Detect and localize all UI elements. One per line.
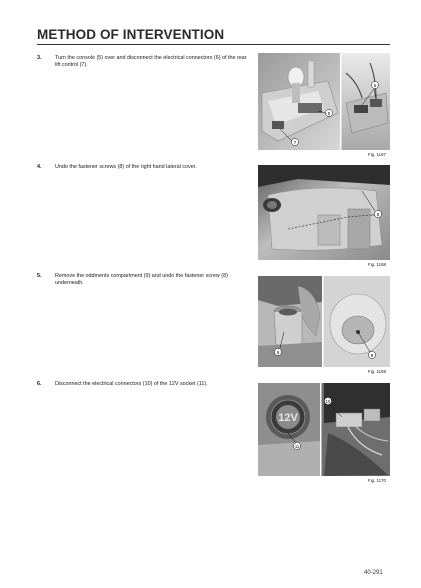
figure-1170-label: Fig. 1170 xyxy=(368,478,386,483)
step-4-number: 4. xyxy=(37,164,42,170)
callout-5-label: 5 xyxy=(327,110,331,116)
socket-12v-marking: 12V xyxy=(278,412,298,424)
page-title: METHOD OF INTERVENTION xyxy=(37,27,225,42)
callout-9-label: 9 xyxy=(276,349,280,355)
step-6-text: Disconnect the electrical connectors (10) of the 12V socket (11). xyxy=(55,381,208,387)
figure-1169-label: Fig. 1169 xyxy=(368,369,386,374)
step-3-number: 3. xyxy=(37,55,42,61)
step-5-number: 5. xyxy=(37,273,42,279)
figure-1169-photo xyxy=(258,276,390,367)
callout-11-label: 11 xyxy=(294,443,300,449)
step-6-number: 6. xyxy=(37,381,42,387)
figure-1167-photo xyxy=(258,53,390,150)
figure-1167-label: Fig. 1167 xyxy=(368,152,386,157)
figure-1168-label: Fig. 1168 xyxy=(368,262,386,267)
callout-6-label: 6 xyxy=(373,82,377,88)
figure-1168-photo xyxy=(258,165,390,260)
step-5-text: Remove the oddments compartment (9) and undo the fastener screw (8) underneath. xyxy=(55,273,228,287)
page-number: 40-291 xyxy=(364,570,383,576)
callout-7-label: 7 xyxy=(293,139,297,145)
step-3-text: Turn the console (5) over and disconnect the electrical connectors (6) of the rear lift control (7). xyxy=(55,55,247,69)
callout-8-fig1168-label: 8 xyxy=(376,211,380,217)
callout-8-fig1169-label: 8 xyxy=(370,352,374,358)
step-4-text: Undo the fastener screws (8) of the right hand lateral cover. xyxy=(55,164,197,170)
title-rule xyxy=(37,44,390,45)
figure-1170-photo xyxy=(258,383,390,476)
callout-10-label: 10 xyxy=(325,398,331,404)
